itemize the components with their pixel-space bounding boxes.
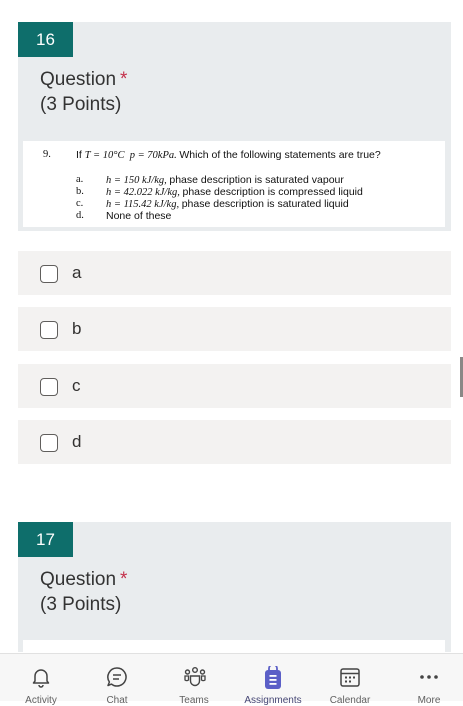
nav-item-assignments[interactable] <box>240 654 306 706</box>
required-mark: * <box>120 69 128 90</box>
choice-letter: a. <box>76 174 84 185</box>
option-label: d <box>72 432 82 451</box>
nav-item-teams[interactable] <box>161 654 227 706</box>
option-label: c <box>72 376 81 395</box>
nav-label: Assignments <box>244 695 302 706</box>
checkbox[interactable] <box>40 265 58 283</box>
question-number: 16 <box>36 29 55 49</box>
choice-text: h = 150 kJ/kg, phase description is saturated vapour <box>106 174 344 186</box>
question-points: (3 Points) <box>40 594 122 615</box>
nav-label: More <box>417 695 441 706</box>
checkbox[interactable] <box>40 434 58 452</box>
bell-icon <box>30 666 52 688</box>
question-title: Question * <box>40 69 128 90</box>
choice-letter: b. <box>76 186 84 197</box>
chat-icon <box>106 666 128 688</box>
nav-item-calendar[interactable] <box>317 654 383 706</box>
option-b[interactable] <box>18 307 451 351</box>
nav-label: Chat <box>106 695 128 706</box>
image-question-number: 9. <box>43 149 51 160</box>
question-image <box>23 640 445 653</box>
question-title: Question * <box>40 569 128 590</box>
checkbox[interactable] <box>40 321 58 339</box>
calendar-icon <box>339 666 361 688</box>
nav-item-chat[interactable] <box>84 654 150 706</box>
choice-text: h = 115.42 kJ/kg, phase description is saturated liquid <box>106 198 349 210</box>
question-number-badge <box>18 522 73 557</box>
choice-text: h = 42.022 kJ/kg, phase description is compressed liquid <box>106 186 363 198</box>
required-mark: * <box>120 569 128 590</box>
question-points: (3 Points) <box>40 94 122 115</box>
more-icon <box>418 666 440 688</box>
nav-item-activity[interactable] <box>8 654 74 706</box>
bottom-nav <box>0 653 463 706</box>
option-label: a <box>72 263 82 282</box>
question-number-badge <box>18 22 73 57</box>
choice-text: None of these <box>106 210 172 222</box>
nav-label: Activity <box>25 695 57 706</box>
nav-item-more[interactable] <box>396 654 462 706</box>
nav-label: Teams <box>179 695 209 706</box>
teams-icon <box>183 666 207 688</box>
assignments-icon <box>262 666 284 690</box>
question-image <box>23 141 445 227</box>
choice-letter: d. <box>76 210 84 221</box>
choice-letter: c. <box>76 198 84 209</box>
question-number: 17 <box>36 529 55 549</box>
image-question-prompt: If T = 10°C p = 70kPa. Which of the following statements are true? <box>76 149 381 161</box>
option-c[interactable] <box>18 364 451 408</box>
checkbox[interactable] <box>40 378 58 396</box>
nav-label: Calendar <box>329 695 371 706</box>
option-a[interactable] <box>18 251 451 295</box>
option-d[interactable] <box>18 420 451 464</box>
option-label: b <box>72 319 82 338</box>
